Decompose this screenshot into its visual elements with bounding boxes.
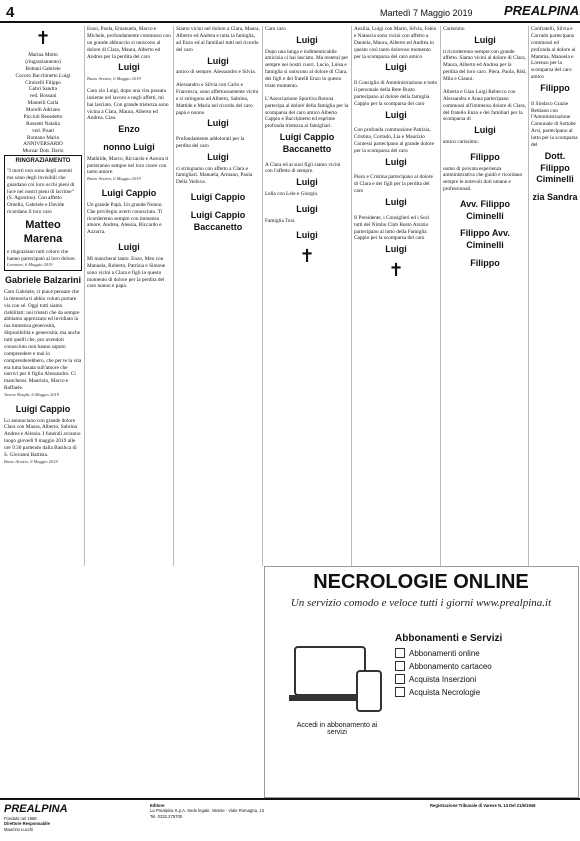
ad-left-label: Accedi in abbonamento ai servizi: [296, 722, 378, 736]
notice: [354, 26, 438, 74]
footer: [0, 798, 580, 841]
ad-item-label: Abbonamento cartaceo: [409, 661, 492, 671]
notice-meta: Busto Arsizio, 6 Maggio 2019: [87, 176, 141, 182]
name-index: [4, 52, 82, 155]
index-name: ved. Pisati: [31, 127, 55, 134]
notice: [265, 26, 349, 90]
notice-text: Lo annunciano con grande dolore Clara con Maura, Alberto, Sabrina Andrea e Alessia. I funerali avranno luogo giovedì 9 maggio 2019 alle ore 9.30 partendo dalla Basilica di S. Giovanni Battista.: [4, 417, 81, 458]
column-2: [87, 26, 171, 568]
notice-meta: Varese Borghi, 6 Maggio 2019: [4, 392, 60, 398]
deceased-name: Matteo Marena: [23, 219, 63, 246]
notice-text: Carissimo: [443, 26, 465, 32]
box-title: RINGRAZIAMENTO: [15, 158, 71, 165]
deceased-name: Luigi Cappio: [15, 403, 71, 414]
notice-text: Ausilia, Luigi con Mario, Silvia, Fabio e Natascia sono vicini con affetto a Daniela, Maura, Alberto ed Andrea in questo così tanto doloroso momento per la scomparsa del caro amico: [354, 26, 437, 60]
checkbox-icon: [395, 674, 405, 684]
deceased-name: Luigi: [207, 55, 229, 66]
notice-text: Mi mancherai tanto. Enzo, Meo con Manuela, Roberto, Patrizia e Simone sono vicini a Clara e figli in questo momento di dolore per la perdita del caro nonno e papà.: [87, 255, 166, 290]
deceased-name: Luigi: [296, 203, 318, 214]
ad-title: NECROLOGIE ONLINE: [313, 571, 529, 593]
cross-icon: ✝: [299, 246, 315, 268]
notice-text: Famiglia Tosi.: [265, 217, 296, 224]
notice: [176, 26, 260, 76]
notice-text: Un grande Papà. Un grande Nonno. Che privilegio averti conosciuto. Ti ricorderemo sempre con immenso amore. Andrea, Alessia, Riccardo e Azzurra.: [87, 201, 163, 236]
index-name: ved. Bossani: [29, 93, 57, 100]
notice: [354, 174, 438, 208]
notice: [176, 82, 260, 130]
notice-text: amico di sempre. Alessandro e Silvia.: [176, 69, 256, 76]
notice-text: Profondamente addolorati per la perdita del caro: [176, 136, 245, 149]
deceased-name: Luigi: [296, 177, 318, 188]
notice: [354, 127, 438, 168]
index-name: Rossetti Natalia: [26, 120, 60, 127]
ad-item-label: Abbonamenti online: [409, 648, 480, 658]
footer-founded: Fondato nel 1888: [4, 816, 37, 821]
footer-brand: PREALPINA: [4, 803, 68, 815]
deceased-name: Filippo: [470, 151, 500, 162]
column-divider: [351, 26, 352, 566]
column-3: [176, 26, 260, 568]
deceased-name: Luigi Cappio Baccanetto: [279, 132, 335, 154]
index-name: Romano Maria: [27, 134, 59, 141]
notice: [4, 275, 82, 398]
index-name: Gabri Sandra: [28, 86, 58, 93]
column-divider: [528, 26, 529, 566]
notice-text: Caro zio Luigi, dopo una vita passata insieme nel lavoro e negli affetti, mi hai lasciato. Con grande tristezza sono vicina a Clara, Maura, Alberto ed Andrea. Ciao.: [87, 87, 169, 122]
ringraziamento-box: [4, 155, 82, 271]
notice: [176, 210, 260, 233]
notice-text: Con profonda commozione Patrizia, Cristina, Corrado, Lia e Maurizio Contessi partecipano al grande dolore per la scomparsa del caro: [354, 127, 435, 154]
index-name: Mantelli Carla: [27, 100, 59, 107]
notice-text: A Clara ed ai suoi figli siamo vicini con l'affetto di sempre.: [265, 161, 341, 175]
deceased-name: Avv. Filippo Ciminelli: [459, 199, 510, 221]
checkbox-icon: [395, 648, 405, 658]
notice: [265, 230, 349, 242]
column-divider: [173, 26, 174, 566]
index-name: (ringraziamento): [25, 58, 61, 65]
deceased-name: Luigi: [385, 197, 407, 208]
footer-director-label: Direttore Responsabile: [4, 821, 50, 827]
ad-item-label: Acquista Inserzioni: [409, 674, 477, 684]
footer-right: [430, 803, 576, 808]
column-5: [354, 26, 438, 568]
notice: [531, 192, 579, 204]
notice: [354, 215, 438, 256]
notice-text: amico carissimo.: [443, 139, 479, 145]
footer-left: [4, 816, 144, 832]
notice-text: Lella con Lele e Giorgio.: [265, 191, 319, 197]
page-date: Martedì 7 Maggio 2019: [380, 8, 473, 18]
ad-item[interactable]: [395, 674, 570, 684]
deceased-name: Luigi: [207, 151, 229, 162]
ad-right-title: Abbonamenti e Servizi: [395, 633, 503, 644]
ad-item[interactable]: [395, 648, 570, 658]
notice: [443, 26, 527, 83]
deceased-name: Luigi: [385, 109, 407, 120]
notice: [4, 404, 82, 465]
deceased-name: Luigi: [207, 118, 229, 129]
notice-meta: Busto Arsizio, 6 Maggio 2019: [87, 76, 141, 82]
box-text: "I morti non sono degli assenti ma sono degli invisibili che guardano coi loro occhi pieni di luce nei nostri pieni di lacrime" (S. Agostino). Con affetto Ornella, Gabriele e Davide ricordano il loro caro: [7, 167, 75, 216]
index-name: Cocoro Bacchinetto Luigi: [15, 72, 71, 79]
notice: [265, 162, 349, 198]
notice-meta: Luvinate, 6 Maggio 2019: [7, 262, 53, 268]
deceased-name: Luigi Cappio Baccanetto: [190, 209, 246, 232]
notice-text: Alberta e Gian Luigi Rebecco con Alessandra e Anna partecipano commossi all'immenso dolore di Clara, del fratello Enzo e dei familiari per la scomparsa di: [443, 88, 526, 123]
column-1: [4, 26, 82, 568]
notice-text: Il Presidente, i Consiglieri ed i Soci tutti del Nimbu Club Busto Arsizio partecipano al lutto della Famiglia Cappio per la scomparsa del caro: [354, 214, 430, 242]
ad-subtitle[interactable]: Un servizio comodo e veloce tutti i giorni www.prealpina.it: [290, 597, 552, 609]
notice-text: Enzo, Paola, Emanuela, Marco e Michele, profondamente commossi con un grande abbraccio si uniscono al dolore di Clara, Maura, Alberto ed Andrea per la perdita del caro: [87, 26, 171, 60]
deceased-name: Luigi: [118, 62, 140, 73]
notice-text: e ringraziano tutti coloro che hanno partecipato al loro dolore.: [7, 248, 76, 262]
footer-registration: Registrazione Tribunale di Varese N. 14 Del 21/6/1949: [430, 803, 536, 808]
deceased-name: Luigi: [118, 242, 140, 253]
ad-services-list: [395, 633, 570, 700]
index-name: Piccioli Benedetto: [23, 113, 63, 120]
ad-devices-illustration: [287, 637, 387, 747]
notice-text: Il Consiglio di Amministrazione e tutto il personale della Rete Busto partecipano al dolore della famiglia Cappio per la scomparsa del caro: [354, 80, 438, 107]
checkbox-icon: [395, 661, 405, 671]
notice: [87, 142, 171, 182]
notice-text: Confratelli, Silvia e Corrado partecipano commossi ed profonda ai dolore ai Mamma, Manuela e Lorenzo per la scomparsa del caro amico: [531, 26, 576, 81]
notice: [87, 188, 171, 236]
notice-text: Mathilde, Marco, Riccardo e Aurora ti porteranno sempre nel loro cuore con tanto amore.: [87, 155, 169, 176]
signature-name: Enzo: [118, 124, 140, 135]
necrologie-online-ad[interactable]: [264, 566, 579, 798]
deceased-name: Luigi: [385, 244, 407, 255]
index-name: Cimirelli Filippo: [25, 79, 61, 86]
deceased-name: Luigi Cappio: [190, 192, 246, 203]
deceased-name: Filippo Avv. Ciminelli: [460, 228, 510, 251]
deceased-name: Luigi: [385, 62, 407, 73]
footer-tel: Tel. 0332.275700: [150, 813, 183, 819]
cross-icon: ✝: [388, 259, 404, 281]
notice: [87, 88, 171, 136]
notice: [176, 192, 260, 204]
deceased-name: Filippo: [540, 83, 570, 93]
notice-text: Piero e Cristina partecipano al dolore di Clara e dei figli per la perdita del caro: [354, 174, 433, 195]
index-name: Murzar Dott. Dario: [22, 148, 64, 155]
column-divider: [84, 26, 85, 566]
notice-text: Alessandro e Silvia con Carlo e Francesca, sono affettuosamente vicini e si stringono ad Alberto, Sabrina, Mattide e Maria nel ricordo del caro papà e nonno: [176, 82, 259, 116]
column-6: [443, 26, 527, 568]
footer-mid: [150, 803, 420, 819]
column-divider: [262, 26, 263, 566]
notice: [176, 136, 260, 186]
index-name: ANNIVERSARIO: [23, 141, 63, 148]
notice-text: uomo di provata esperienza amministrativa che guidò e ricordano sempre le notevoli doti umane e professionali.: [443, 165, 523, 193]
deceased-name: Luigi: [385, 156, 407, 167]
notice-text: ti ricorderemo sempre con grande affetto. Siamo vicini al dolore di Clara, Maura, Alberto ed Andrea per la perdita del loro caro. Piera, Paola, Rikì, Mila e Gianni.: [443, 48, 527, 83]
notice-text: Il Sindaco Grazie Bettiaon con l'Amministrazione Comunale di Sottobe Arsi, partecipano al lutto per la scomparsa del: [531, 100, 578, 148]
deceased-name: Dott. Filippo Ciminelli: [536, 150, 574, 185]
footer-editor-label: Editore: [150, 803, 165, 808]
notice: [354, 80, 438, 121]
notice: [443, 199, 527, 222]
footer-editor: La Prealpina S.p.A. Sede legale: Varese - Viale Romagna, 13: [150, 808, 264, 814]
index-name: Marina Motto: [28, 52, 58, 58]
notice: [87, 242, 171, 290]
deceased-name: Luigi: [474, 125, 496, 136]
notice: [443, 152, 527, 193]
deceased-name: Luigi: [296, 230, 318, 241]
notice: [265, 96, 349, 156]
deceased-name: Luigi: [474, 34, 496, 45]
notice: [443, 89, 527, 146]
footer-director: Maurizio Lucchi: [4, 826, 34, 832]
column-4: [265, 26, 349, 568]
notice: [443, 258, 527, 270]
notice: [87, 26, 171, 82]
notice-text: ci stringiamo con affetto a Clara e famigliari. Manuela, Armano, Paola Della Vedova.: [176, 165, 253, 186]
page-number: 4: [6, 4, 15, 21]
notice: [531, 101, 579, 186]
notice-text: Caro caro: [265, 26, 286, 32]
notice: [265, 204, 349, 225]
deceased-name: nonno Luigi: [103, 141, 155, 152]
notice-text: Dopo una lunga e indimenticabile amicizia ci hai lasciato. Ma resterai per sempre nei nostri cuori. Lucio, Luisa e famiglia si uniscono al dolore di Clara, dei figli e dei fratelli Enzo in questo triste momento.: [265, 48, 349, 89]
column-divider: [440, 26, 441, 566]
notice-meta: Busto Arsizio, 6 Maggio 2019: [4, 458, 58, 464]
notice-text: Caro Gabriele, ci piace pensare che la memoria ti abbia voluto portare via con sé. Oggi tutti siamo riabilitati: noi tristeti che da sempre abbiamo apprezzato ed invidiato la tua immensa generosità, disponibilità e generosità, ma anche tutti quelli che, pur avendoti conosciuto non hanno saputo comprendere e mai lo comprenderebbero, che per te la vita era tutta basata sull'amore che nutrivi per il figlio Alessandro. Ci mancherai. Maurizio, Marco e Raffaele.: [4, 288, 82, 392]
ad-item-label: Acquista Necrologie: [409, 687, 481, 697]
cross-icon: ✝: [35, 28, 51, 49]
deceased-name: Gabriele Balzarini: [4, 275, 82, 286]
deceased-name: Luigi: [296, 34, 318, 45]
notice-text: L'Associazione Sportiva Rotona partecipa al dolore della famiglia per la scomparsa del caro amico Alberto Cappio e Bacchinetto ed esprime profonda tristezza ai famigliari.: [265, 95, 349, 130]
deceased-name: Filippo: [470, 257, 500, 268]
column-7: [531, 26, 579, 568]
deceased-name: Luigi Cappio: [101, 188, 157, 199]
ad-item[interactable]: [395, 687, 570, 697]
top-rule: [0, 21, 580, 23]
notice: [443, 228, 527, 251]
index-name: Morelli Adriano: [25, 107, 61, 113]
notice: [531, 26, 579, 95]
checkbox-icon: [395, 687, 405, 697]
ad-item[interactable]: [395, 661, 570, 671]
masthead-brand: PREALPINA: [504, 3, 580, 18]
deceased-name: zia Sandra: [532, 191, 578, 202]
index-name: Bottani Gabriele: [25, 65, 61, 72]
notice-text: Siamo vicini nel dolore a Clara, Maura, Alberto ed Andrea e tutta la famiglia, ad Enzo ed al familiari tutti nel ricordo del caro: [176, 26, 260, 53]
